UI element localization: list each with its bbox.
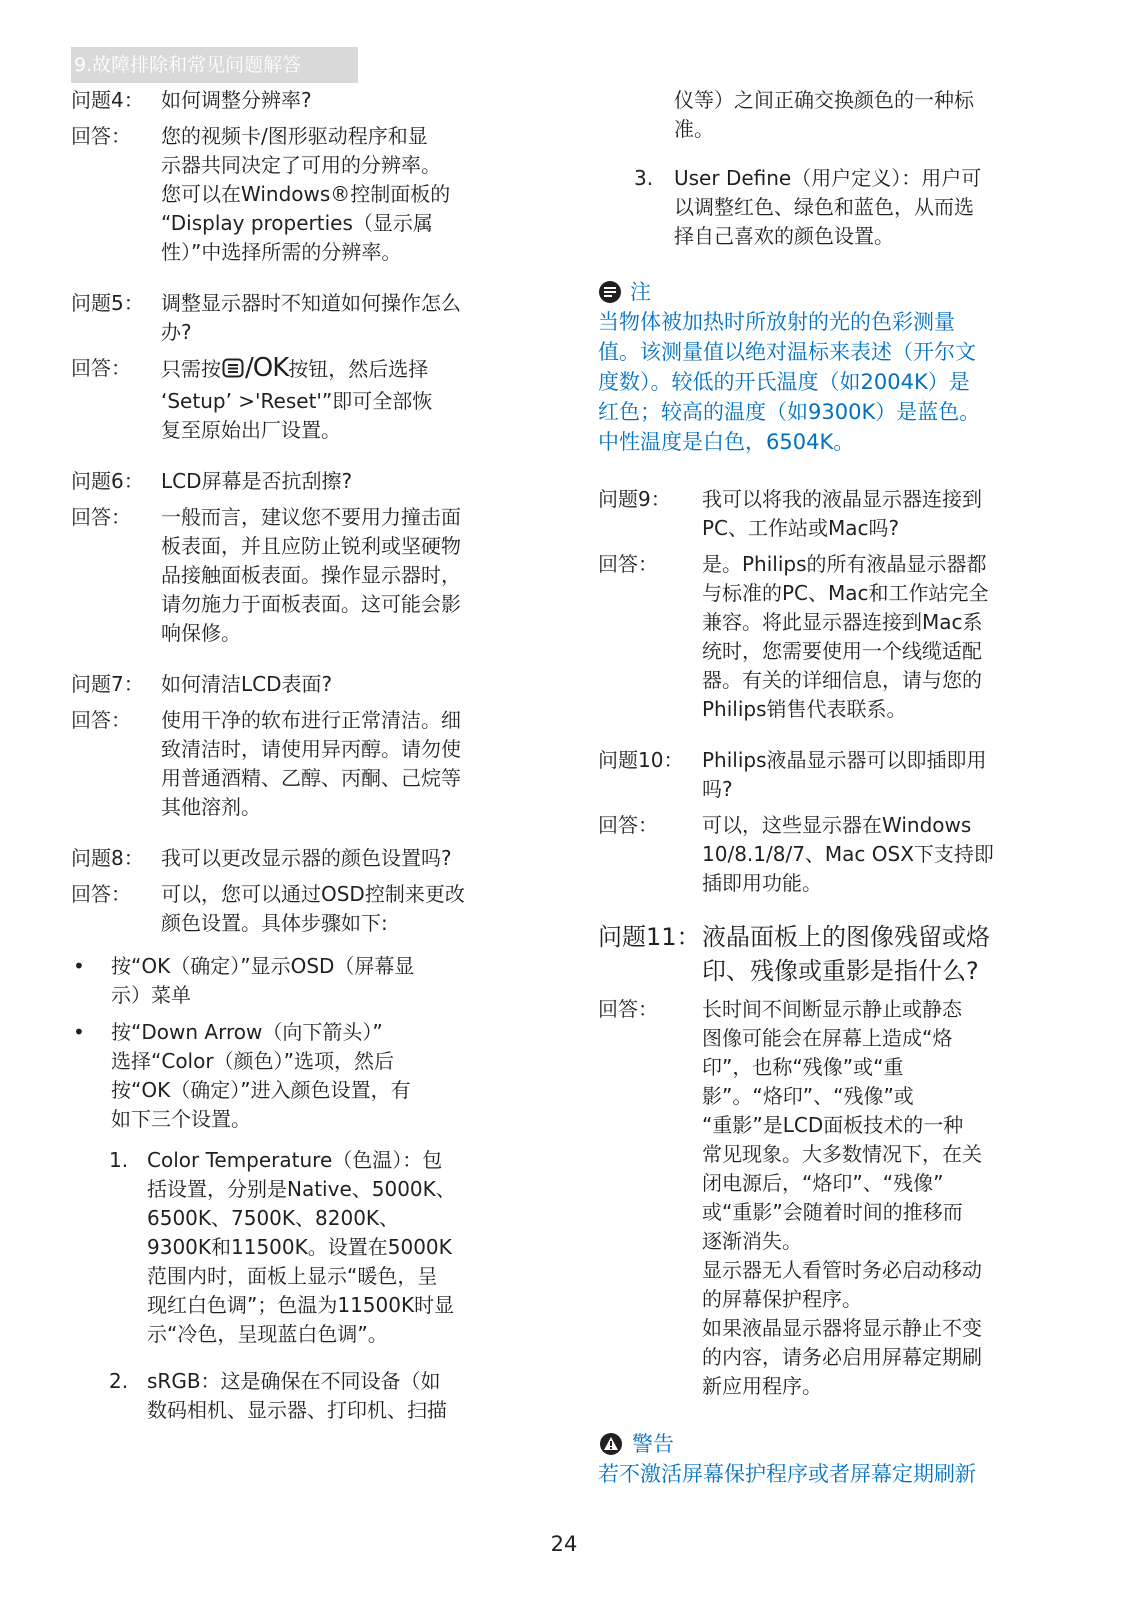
line: 当物体被加热时所放射的光的色彩测量 (598, 310, 955, 334)
line: 插即用功能。 (702, 871, 822, 895)
line: 数码相机、显示器、打印机、扫描 (147, 1398, 447, 1422)
item-number: 2. (109, 1369, 129, 1393)
warning-heading (598, 1429, 1068, 1459)
answer-label: 回答： (598, 552, 658, 576)
line: 值。该测量值以绝对温标来表述（开尔文 (598, 340, 976, 364)
answer-4 (71, 122, 541, 267)
answer-label: 回答： (71, 124, 131, 148)
line: PC、工作站或Mac吗? (702, 516, 900, 540)
line: 可以，这些显示器在Windows (702, 813, 972, 837)
line: 按“Down Arrow（向下箭头）” (111, 1020, 383, 1044)
question-text (702, 485, 1068, 543)
line: 品接触面板表面。操作显示器时， (161, 563, 461, 587)
bullet-text (111, 1018, 541, 1134)
item-number: 3. (634, 166, 654, 190)
answer-6 (71, 503, 541, 648)
line: 择自己喜欢的颜色设置。 (674, 224, 894, 248)
question-8 (71, 844, 541, 873)
left-column (71, 86, 541, 1443)
line: 范围内时，面板上显示“暖色，呈 (147, 1264, 438, 1288)
line: 若不激活屏幕保护程序或者屏幕定期刷新 (598, 1462, 976, 1486)
line: 复至原始出厂设置。 (161, 418, 341, 442)
note-icon (598, 280, 622, 304)
line: 统时，您需要使用一个线缆适配 (702, 639, 982, 663)
line: 如果液晶显示器将显示静止不变 (702, 1316, 982, 1340)
line: 性）”中选择所需的分辨率。 (161, 240, 402, 264)
question-label: 问题9： (598, 487, 671, 511)
line: 如下三个设置。 (111, 1107, 251, 1131)
line: 仪等）之间正确交换颜色的一种标 (674, 88, 974, 112)
line: 闭电源后，“烙印”、“残像” (702, 1171, 944, 1195)
question-text (161, 289, 541, 347)
question-label: 问题4： (71, 88, 144, 112)
line: 调整显示器时不知道如何操作怎么 (161, 291, 461, 315)
line: 我可以将我的液晶显示器连接到 (702, 487, 982, 511)
line: 显示器无人看管时务必启动移动 (702, 1258, 982, 1282)
answer-label: 回答： (71, 882, 131, 906)
line: 您的视频卡/图形驱动程序和显 (161, 124, 428, 148)
line: 示器共同决定了可用的分辨率。 (161, 153, 441, 177)
question-11 (598, 920, 1068, 988)
question-text: LCD屏幕是否抗刮擦? (161, 469, 353, 493)
ok-label: /OK (245, 353, 289, 383)
question-4 (71, 86, 541, 115)
question-10 (598, 746, 1068, 804)
line: 吗? (702, 777, 733, 801)
question-text (702, 746, 1068, 804)
line: 以调整红色、绿色和蓝色，从而选 (674, 195, 974, 219)
bullet-dot: • (73, 1020, 85, 1044)
line: 与标准的PC、Mac和工作站完全 (702, 581, 989, 605)
question-label: 问题7： (71, 672, 144, 696)
line (161, 354, 541, 387)
line: 新应用程序。 (702, 1374, 822, 1398)
line: 器。有关的详细信息，请与您的 (702, 668, 982, 692)
line: 长时间不间断显示静止或静态 (702, 997, 962, 1021)
line: 的内容，请务必启用屏幕定期刷 (702, 1345, 982, 1369)
answer-text (161, 354, 541, 445)
line: 请勿施力于面板表面。这可能会影 (161, 592, 461, 616)
line: 用普通酒精、乙醇、丙酮、己烷等 (161, 766, 461, 790)
line-part: 只需按 (161, 357, 221, 381)
answer-label: 回答： (598, 997, 658, 1021)
line: 液晶面板上的图像残留或烙 (702, 923, 990, 951)
line: 括设置，分别是Native、5000K、 (147, 1177, 456, 1201)
note-body (598, 307, 1068, 457)
question-text: 如何调整分辨率? (161, 88, 312, 112)
answer-label: 回答： (598, 813, 658, 837)
question-7 (71, 670, 541, 699)
line: Color Temperature（色温）：包 (147, 1148, 443, 1172)
line: 图像可能会在屏幕上造成“烙 (702, 1026, 953, 1050)
line: 一般而言，建议您不要用力撞击面 (161, 505, 461, 529)
note-heading (598, 277, 1068, 307)
line: 兼容。将此显示器连接到Mac系 (702, 610, 983, 634)
numbered-item (634, 164, 1068, 251)
line: 中性温度是白色，6504K。 (598, 430, 855, 454)
line: 按“OK（确定）”进入颜色设置，有 (111, 1078, 411, 1102)
question-label: 问题8： (71, 846, 144, 870)
section-tab: 9.故障排除和常见问题解答 (71, 47, 358, 83)
bullet-item (71, 952, 541, 1010)
line: 现红白色调”；色温为11500K时显 (147, 1293, 455, 1317)
question-9 (598, 485, 1068, 543)
item-text (147, 1367, 541, 1425)
answer-5 (71, 354, 541, 445)
line: Philips液晶显示器可以即插即用 (702, 748, 987, 772)
bullet-item (71, 1018, 541, 1134)
line: 影”。“烙印”、“残像”或 (702, 1084, 914, 1108)
line: 示“冷色，呈现蓝白色调”。 (147, 1322, 388, 1346)
line: 您可以在Windows®控制面板的 (161, 182, 451, 206)
answer-text (161, 880, 541, 938)
note-title: 注 (630, 280, 651, 304)
line: 的屏幕保护程序。 (702, 1287, 862, 1311)
numbered-item (109, 1367, 541, 1425)
line: 致清洁时，请使用异丙醇。请勿使 (161, 737, 461, 761)
answer-9 (598, 550, 1068, 724)
line: 10/8.1/8/7、Mac OSX下支持即 (702, 842, 994, 866)
line: 红色；较高的温度（如9300K）是蓝色。 (598, 400, 981, 424)
line: 板表面，并且应防止锐利或坚硬物 (161, 534, 461, 558)
answer-text (702, 550, 1068, 724)
answer-10 (598, 811, 1068, 898)
line: 按“OK（确定）”显示OSD（屏幕显 (111, 954, 415, 978)
answer-label: 回答： (71, 356, 131, 380)
answer-text (161, 503, 541, 648)
question-text: 我可以更改显示器的颜色设置吗? (161, 846, 452, 870)
line: 或“重影”会随着时间的推移而 (702, 1200, 963, 1224)
line: 常见现象。大多数情况下，在关 (702, 1142, 982, 1166)
answer-text (161, 122, 541, 267)
line: 9300K和11500K。设置在5000K (147, 1235, 452, 1259)
line-part: 按钮，然后选择 (288, 357, 429, 381)
line: 印、残像或重影是指什么? (702, 957, 979, 985)
line: Philips销售代表联系。 (702, 697, 907, 721)
line: 颜色设置。具体步骤如下: (161, 911, 388, 935)
answer-label: 回答： (71, 505, 131, 529)
line: 选择“Color（颜色）”选项，然后 (111, 1049, 394, 1073)
line: 印”，也称“残像”或“重 (702, 1055, 904, 1079)
answer-label: 回答： (71, 708, 131, 732)
line: 响保修。 (161, 621, 241, 645)
question-text (702, 920, 1068, 988)
bullet-text (111, 952, 541, 1010)
question-label: 问题10： (598, 748, 684, 772)
line: 6500K、7500K、8200K、 (147, 1206, 400, 1230)
line: 办? (161, 320, 192, 344)
line: 示）菜单 (111, 983, 191, 1007)
line: 度数）。较低的开氏温度（如2004K）是 (598, 370, 970, 394)
bullet-dot: • (73, 954, 85, 978)
line: 使用干净的软布进行正常清洁。细 (161, 708, 461, 732)
line: 是。Philips的所有液晶显示器都 (702, 552, 987, 576)
line: sRGB：这是确保在不同设备（如 (147, 1369, 441, 1393)
warning-icon (598, 1432, 624, 1456)
menu-button-icon (222, 357, 244, 387)
question-text: 如何清洁LCD表面? (161, 672, 333, 696)
line: User Define（用户定义）：用户可 (674, 166, 982, 190)
warning-body (598, 1459, 1068, 1489)
continued-text (674, 86, 1068, 144)
answer-7 (71, 706, 541, 822)
numbered-item (109, 1146, 541, 1349)
line: 其他溶剂。 (161, 795, 261, 819)
answer-11 (598, 995, 1068, 1401)
line: 逐渐消失。 (702, 1229, 802, 1253)
line: 准。 (674, 117, 714, 141)
line: ‘Setup’ >'Reset'”即可全部恢 (161, 389, 433, 413)
answer-text (702, 995, 1068, 1401)
line: “重影”是LCD面板技术的一种 (702, 1113, 964, 1137)
item-text (674, 164, 981, 251)
answer-8 (71, 880, 541, 938)
warning-title: 警告 (632, 1432, 674, 1456)
page-number: 24 (550, 1532, 578, 1556)
right-column (598, 86, 1068, 1517)
item-text (147, 1146, 541, 1349)
question-5 (71, 289, 541, 347)
answer-text (702, 811, 1068, 898)
question-label: 问题11： (598, 923, 701, 951)
question-6 (71, 467, 541, 496)
line: “Display properties（显示属 (161, 211, 433, 235)
question-label: 问题5： (71, 291, 144, 315)
line: 可以，您可以通过OSD控制来更改 (161, 882, 465, 906)
item-number: 1. (109, 1148, 129, 1172)
question-label: 问题6： (71, 469, 144, 493)
answer-text (161, 706, 541, 822)
